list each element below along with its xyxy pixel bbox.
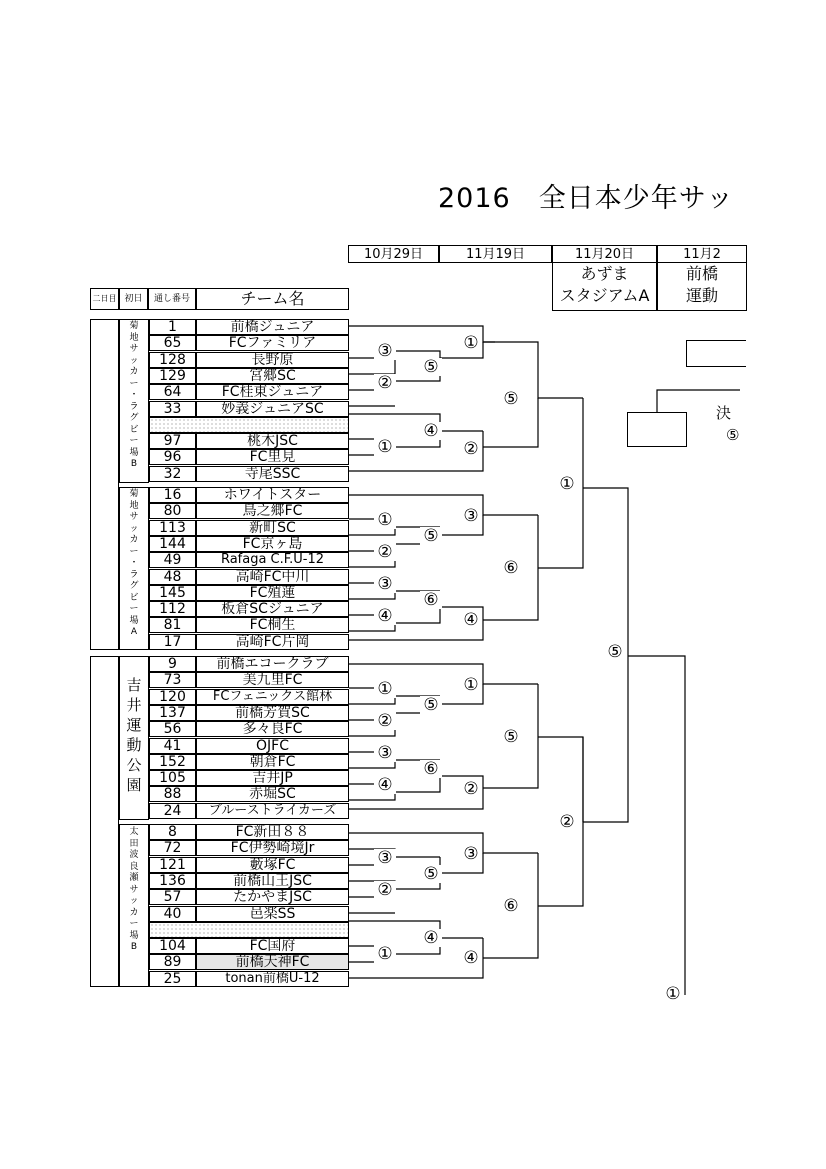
venue-char: カ	[129, 535, 139, 545]
venue-maebashi-line2: 運動	[685, 286, 718, 305]
team-name: 多々良FC	[196, 721, 349, 737]
venue-char: 菊	[129, 489, 139, 499]
final-mark: ⑤	[726, 426, 740, 444]
date-cell-3: 11月20日	[552, 245, 657, 263]
team-name: たかやまJSC	[196, 889, 349, 905]
venue-char: カ	[129, 907, 139, 918]
team-number: 16	[149, 487, 196, 503]
bracket-mark-m17: ④	[460, 611, 482, 629]
team-number: 8	[149, 824, 196, 840]
venue-char: 場	[129, 930, 139, 941]
date-cell-4: 11月2	[657, 245, 747, 263]
team-number: 121	[149, 857, 196, 873]
team-number: 65	[149, 335, 196, 351]
venue-char: 瀬	[129, 873, 139, 883]
team-name: 鳥之郷FC	[196, 503, 349, 519]
team-name: 長野原	[196, 352, 349, 368]
venue-azuma-line2: スタジアムA	[559, 286, 650, 305]
venue-char: ラ	[129, 569, 139, 580]
venue-char: ッ	[129, 896, 139, 906]
bracket-mark-m26: ⑤	[500, 728, 522, 746]
bracket-mark-m31: ①	[374, 945, 396, 963]
team-name: 新町SC	[196, 520, 349, 536]
bracket-mark-m34: ③	[460, 845, 482, 863]
bracket-mark-m33: ④	[420, 929, 442, 947]
team-number: 49	[149, 552, 196, 568]
team-number: 129	[149, 368, 196, 384]
bracket-mark-m20: ②	[374, 712, 396, 730]
team-number: 88	[149, 786, 196, 802]
bracket-mark-m12: ④	[374, 607, 396, 625]
team-name: ブルーストライカーズ	[196, 803, 349, 819]
team-name: FC殖蓮	[196, 585, 349, 601]
team-number: 81	[149, 617, 196, 633]
venue-char: グ	[129, 581, 139, 591]
venue-char: A	[130, 627, 138, 637]
bracket-mark-m27: ②	[460, 780, 482, 798]
bracket-mark-m37: ②	[556, 813, 578, 831]
bracket-mark-m28: ⑤	[604, 643, 626, 661]
team-name: 藪塚FC	[196, 857, 349, 873]
team-name: 前橋ジュニア	[196, 319, 349, 335]
bracket-mark-m21: ③	[374, 744, 396, 762]
bracket-mark-m11: ③	[460, 507, 482, 525]
team-number: 48	[149, 569, 196, 585]
team-number: 112	[149, 601, 196, 617]
venue-azuma-line1: あずま	[580, 264, 629, 283]
header-second-day: 二日目	[90, 288, 119, 310]
bracket-mark-m23: ⑤	[420, 696, 442, 714]
venue-maebashi-line1: 前橋	[685, 264, 718, 283]
team-name: 桃木JSC	[196, 433, 349, 449]
team-number: 9	[149, 656, 196, 672]
team-name: 前橋天神FC	[196, 954, 349, 970]
team-name: 宮郷SC	[196, 368, 349, 384]
date-cell-1: 10月29日	[348, 245, 439, 263]
venue-char: サ	[129, 344, 139, 354]
bracket-mark-m19: ①	[374, 680, 396, 698]
venue-char: 太	[129, 827, 139, 837]
bracket-mark-m16: ⑥	[420, 591, 442, 609]
venue-char: 場	[129, 615, 139, 626]
bracket-mark-m38: ①	[662, 985, 684, 1003]
bracket-mark-m29: ③	[374, 849, 396, 867]
venue-char: サ	[129, 884, 139, 895]
team-name: 高崎FC片岡	[196, 634, 349, 650]
team-name: 妙義ジュニアSC	[196, 401, 349, 417]
venue-char: ・	[129, 390, 139, 400]
team-name: 板倉SCジュニア	[196, 601, 349, 617]
team-name: FC里見	[196, 449, 349, 465]
team-number: 41	[149, 738, 196, 754]
venue-char: 田	[129, 838, 139, 849]
team-number: 57	[149, 889, 196, 905]
team-number: 97	[149, 433, 196, 449]
team-name: FC新田８８	[196, 824, 349, 840]
bracket-mark-m3: ⑤	[420, 358, 442, 376]
bracket-mark-m18: ①	[556, 475, 578, 493]
venue-char: 菊	[129, 321, 139, 331]
final-label: 決	[716, 404, 732, 422]
bracket-mark-m25: ①	[460, 676, 482, 694]
venue-char: ビ	[129, 592, 139, 603]
team-name: 赤堀SC	[196, 786, 349, 802]
header-first-day: 初日	[119, 288, 148, 310]
bracket-mark-m32: ⑤	[420, 865, 442, 883]
venue-char: B	[130, 942, 138, 952]
team-name: OJFC	[196, 738, 349, 754]
bracket-mark-m9: ①	[374, 511, 396, 529]
bracket-mark-m2: ②	[374, 374, 396, 392]
team-number: 73	[149, 672, 196, 688]
venue-char: ー	[129, 378, 139, 389]
venue-char: 吉	[126, 676, 142, 694]
venue-char: 波	[129, 850, 139, 860]
team-name: 朝倉FC	[196, 754, 349, 770]
team-number: 24	[149, 803, 196, 819]
bracket-mark-m1: ③	[374, 342, 396, 360]
bracket-mark-m22: ④	[374, 776, 396, 794]
team-number: 145	[149, 585, 196, 601]
final-box-lower	[627, 412, 687, 447]
team-name: tonan前橋U-12	[196, 971, 349, 987]
venue-char: カ	[129, 367, 139, 377]
bracket-mark-m36: ⑥	[500, 897, 522, 915]
bracket-mark-m5: ④	[420, 422, 442, 440]
bracket-mark-m14: ⑥	[500, 559, 522, 577]
bracket-mark-m24: ⑥	[420, 760, 442, 778]
team-number: 64	[149, 384, 196, 400]
venue-char: ビ	[129, 424, 139, 435]
team-name: 前橋芳賀SC	[196, 705, 349, 721]
team-number: 128	[149, 352, 196, 368]
team-number: 104	[149, 938, 196, 954]
venue-char: 良	[129, 861, 139, 872]
venue-char: 運	[126, 716, 142, 734]
team-number: 96	[149, 449, 196, 465]
team-name: 美九里FC	[196, 672, 349, 688]
venue-char: 地	[129, 500, 139, 511]
team-number: 144	[149, 536, 196, 552]
venue-char: ー	[129, 436, 139, 446]
bracket-mark-m35: ④	[460, 949, 482, 967]
team-number: 32	[149, 466, 196, 482]
team-name: 前橋山王JSC	[196, 873, 349, 889]
page-title: 2016 全日本少年サッ	[438, 183, 735, 214]
bracket-mark-m7: ②	[460, 440, 482, 458]
bracket-mark-m6: ①	[460, 334, 482, 352]
team-number: 120	[149, 689, 196, 705]
team-number: 72	[149, 840, 196, 856]
team-number: 33	[149, 401, 196, 417]
team-name: FC伊勢崎境Jr	[196, 840, 349, 856]
venue-char: ラ	[129, 401, 139, 412]
team-name: FCフェニックス館林	[196, 689, 349, 705]
team-name: FC国府	[196, 938, 349, 954]
venue-char: ー	[129, 604, 139, 614]
team-number: 1	[149, 319, 196, 335]
venue-char: ー	[129, 919, 139, 929]
venue-char: 動	[126, 736, 142, 754]
team-number: 152	[149, 754, 196, 770]
team-name: Rafaga C.F.U-12	[196, 552, 349, 568]
team-name: 寺尾SSC	[196, 466, 349, 482]
team-number: 56	[149, 721, 196, 737]
team-name: 前橋エコークラブ	[196, 656, 349, 672]
venue-char: ッ	[129, 523, 139, 534]
team-number: 113	[149, 520, 196, 536]
bracket-mark-m10: ②	[374, 543, 396, 561]
team-number: 17	[149, 634, 196, 650]
team-number: 105	[149, 770, 196, 786]
venue-char: グ	[129, 413, 139, 423]
team-name: 高崎FC中川	[196, 569, 349, 585]
bracket-mark-m13: ⑤	[420, 527, 442, 545]
team-number: 80	[149, 503, 196, 519]
bracket-mark-m30: ②	[374, 881, 396, 899]
venue-char: 公	[126, 756, 142, 774]
venue-char: 園	[126, 776, 142, 794]
venue-char: ッ	[129, 355, 139, 366]
team-name: 邑楽SS	[196, 906, 349, 922]
venue-char: ・	[129, 558, 139, 568]
team-name: FCファミリア	[196, 335, 349, 351]
venue-char: 場	[129, 447, 139, 458]
team-number: 136	[149, 873, 196, 889]
team-number: 40	[149, 906, 196, 922]
team-number: 25	[149, 971, 196, 987]
team-name: FC京ヶ島	[196, 536, 349, 552]
venue-char: 井	[126, 696, 142, 714]
venue-char: ー	[129, 546, 139, 557]
team-number: 137	[149, 705, 196, 721]
bracket-mark-m4: ①	[374, 438, 396, 456]
venue-char: B	[130, 459, 138, 469]
venue-char: 地	[129, 332, 139, 343]
header-serial: 通し番号	[148, 288, 196, 310]
team-name: FC桐生	[196, 617, 349, 633]
date-cell-2: 11月19日	[439, 245, 552, 263]
team-name: FC桂東ジュニア	[196, 384, 349, 400]
venue-char: サ	[129, 512, 139, 522]
header-team: チーム名	[196, 288, 349, 310]
team-name: 吉井JP	[196, 770, 349, 786]
final-box-upper	[686, 340, 746, 367]
bracket-mark-m15: ③	[374, 575, 396, 593]
team-number: 89	[149, 954, 196, 970]
team-name: ホワイトスター	[196, 487, 349, 503]
bracket-mark-m8: ⑤	[500, 390, 522, 408]
